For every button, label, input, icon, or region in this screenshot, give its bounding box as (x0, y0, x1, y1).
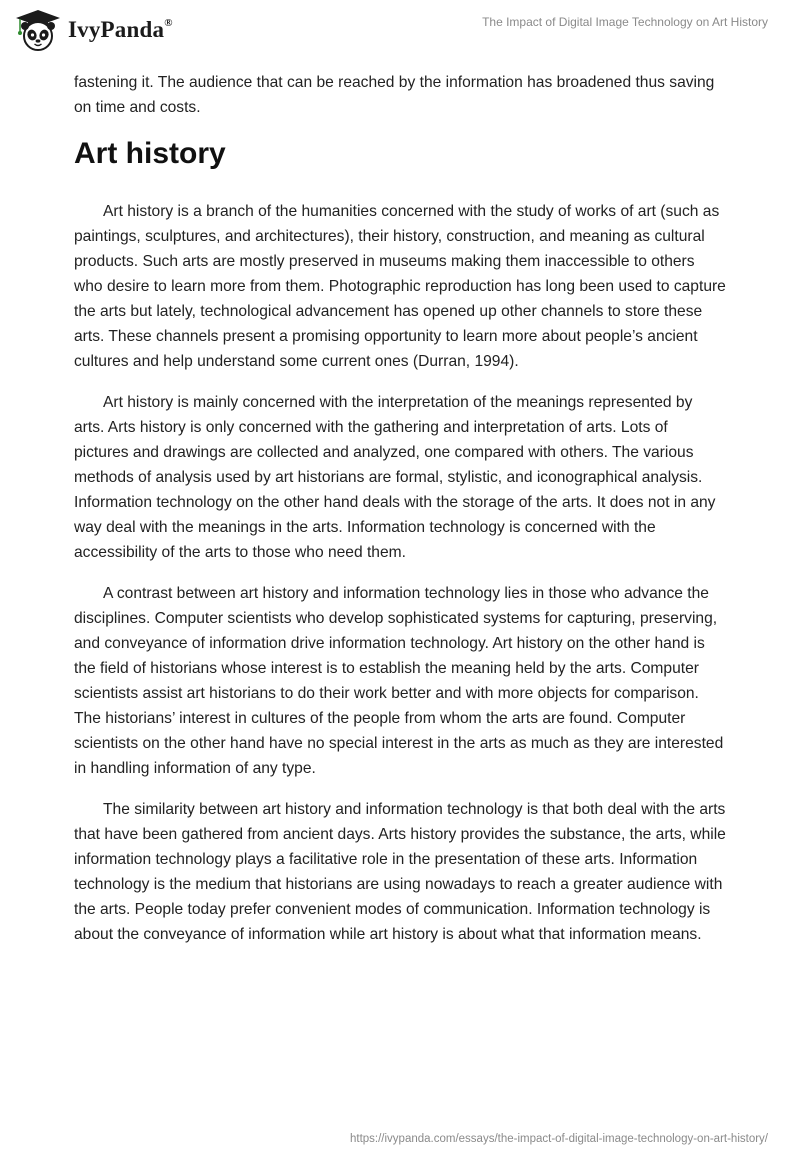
section-heading: Art history (74, 137, 226, 170)
paragraph-similarity: The similarity between art history and information technology is that both deal with the arts that have been gathered from ancient days. Arts history provides the substance, the arts, while information technology plays a facilitative role in the presentation of these arts. Information technology is the medium that historians are using nowadays to reach a greater audience with the arts. People today prefer convenient modes of communication. Information technology is about the conveyance of information while art history is about what that information means. (74, 801, 726, 943)
brand-logo[interactable] (14, 8, 173, 52)
paragraph-interpretation: Art history is mainly concerned with the interpretation of the meanings represented by arts. Arts history is only concerned with the gathering and interpretation of arts. Lots of pictures and drawings are collected and analyzed, one compared with others. The various methods of analysis used by art historians are formal, stylistic, and iconographical analysis. Information technology on the other hand deals with the storage of the arts. It does not in any way deal with the meanings in the arts. Information technology is concerned with the accessibility of the arts to those who need them. (74, 394, 716, 561)
page-header (0, 0, 800, 64)
source-url[interactable]: https://ivypanda.com/essays/the-impact-of-digital-image-technology-on-art-history/ (349, 1133, 768, 1145)
document-title: The Impact of Digital Image Technology on Art History (482, 15, 768, 29)
panda-graduate-icon (14, 8, 62, 52)
continuation-paragraph: fastening it. The audience that can be reached by the information has broadened thus saving on time and costs. (74, 74, 715, 116)
paragraph-contrast: A contrast between art history and information technology lies in those who advance the disciplines. Computer scientists who develop sophisticated systems for capturing, preserving, and conveyance of information drive information technology. Art history on the other hand is the field of historians whose interest is to establish the meaning held by the arts. Computer scientists assist art historians to do their work better and with more objects for comparison. The historians’ interest in cultures of the people from whom the arts are found. Computer scientists on the other hand have no special interest in the arts as much as they are interested in handling information of any type. (74, 585, 724, 777)
essay-body (74, 70, 726, 963)
brand-name: IvyPanda® (68, 17, 173, 42)
paragraph-definition: Art history is a branch of the humanities concerned with the study of works of art (such as paintings, sculptures, and architectures), their history, construction, and meaning as cultural products. Such arts are mostly preserved in museums making them inaccessible to others who desire to learn more from them. Photographic reproduction has long been used to capture the arts but lately, technological advancement has opened up other channels to store these arts. These channels present a promising opportunity to learn more about people’s ancient cultures and help understand some current ones (Durran, 1994). (74, 203, 726, 370)
